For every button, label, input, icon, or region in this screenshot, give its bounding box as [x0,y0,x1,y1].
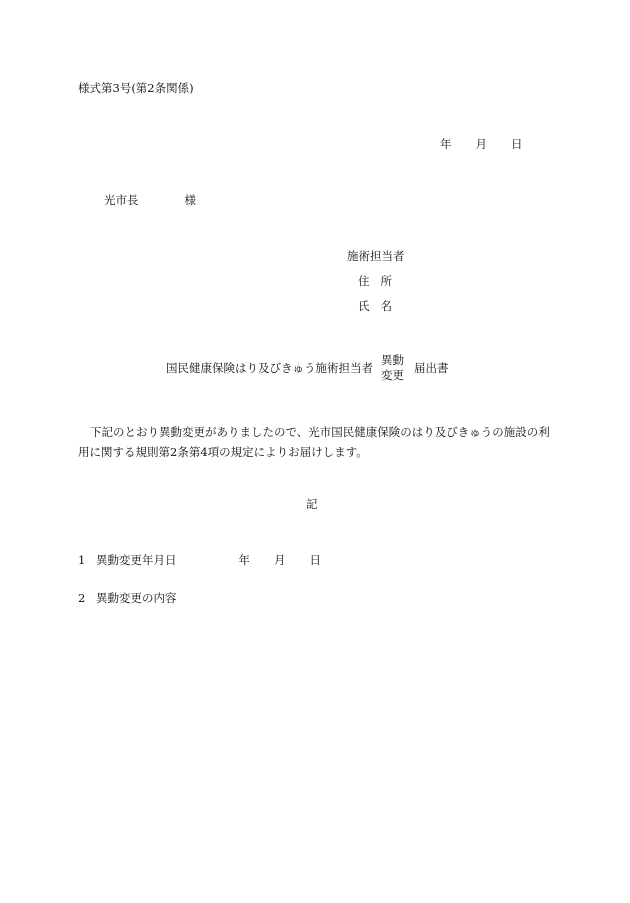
date-day: 日 [511,137,523,151]
address-label: 住 所 [358,274,392,288]
title-options [381,353,404,383]
date-year: 年 [440,137,452,151]
applicant-role: 施術担当者 [347,249,405,263]
item-label: 異動変更年月日 [96,553,177,567]
body-paragraph: 下記のとおり異動変更がありましたので、光市国民健康保険のはり及びきゅうの施設の利用に関する規則第2条第4項の規定によりお届けします。 [78,425,550,459]
ki-heading: 記 [306,497,318,511]
document-title [166,353,449,383]
form-number: 様式第3号(第2条関係) [78,81,194,95]
submission-date [440,137,523,151]
applicant-block [347,249,405,324]
date-month: 月 [475,137,487,151]
addressee-name: 光市長 [104,193,139,207]
title-option-idou: 異動 [381,353,404,367]
title-suffix: 届出書 [414,361,449,375]
name-label: 氏 名 [358,299,392,313]
addressee-honorific: 様 [184,193,196,207]
title-option-henkou: 変更 [381,368,404,382]
item-number: 2 [78,591,86,605]
item-change-date [78,553,321,567]
change-date-blank: 年 月 日 [238,553,321,567]
item-change-content [78,591,177,605]
title-main: 国民健康保険はり及びきゅう施術担当者 [166,361,373,375]
item-number: 1 [78,553,86,567]
item-label: 異動変更の内容 [96,591,177,605]
addressee [104,193,196,207]
